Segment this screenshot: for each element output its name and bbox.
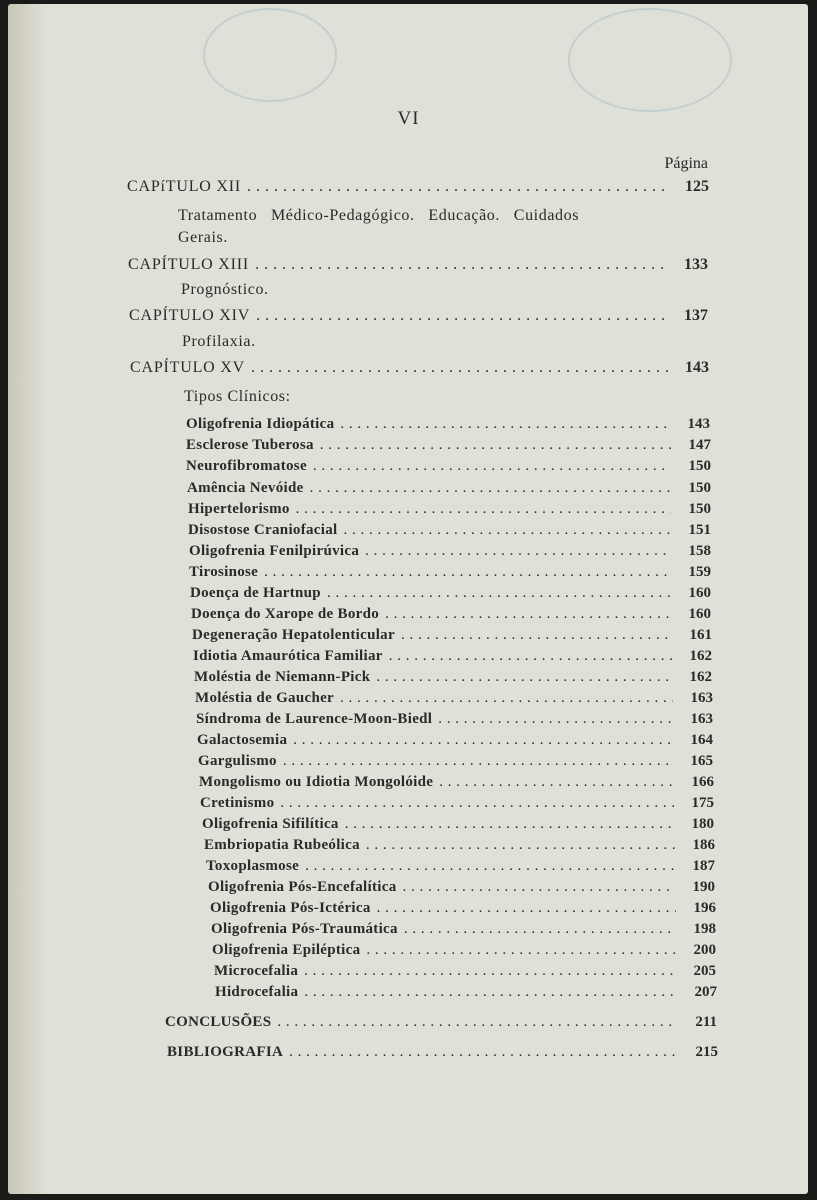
entry-title: Cretinismo	[200, 795, 275, 811]
leader-dots	[283, 753, 673, 770]
toc-entry	[186, 458, 711, 478]
chapter-page: 125	[685, 178, 709, 195]
chapter-page: 137	[684, 307, 708, 324]
description-line: Prognóstico.	[181, 281, 269, 298]
leader-dots	[293, 732, 673, 749]
chapter-page: 133	[684, 256, 708, 273]
entry-title: Oligofrenia Idiopática	[186, 416, 335, 432]
leader-dots	[296, 501, 671, 518]
leader-dots	[438, 711, 673, 728]
toc-entry	[191, 606, 711, 626]
entry-title: Oligofrenia Epiléptica	[212, 942, 361, 958]
entry-page: 162	[689, 669, 712, 685]
leader-dots	[389, 648, 672, 665]
chapter-description	[178, 205, 658, 249]
leader-dots	[439, 774, 674, 791]
toc-chapter-xiv	[129, 307, 708, 327]
chapter-title: CAPÍTULO XIII	[128, 256, 250, 273]
toc-bibliography	[167, 1044, 718, 1064]
entry-page: 175	[691, 795, 714, 811]
leader-dots	[365, 543, 671, 560]
toc-entry	[197, 732, 713, 752]
entry-page: 196	[693, 900, 716, 916]
entry-page: 151	[688, 522, 711, 538]
entry-page: 165	[690, 753, 713, 769]
leader-dots	[366, 837, 675, 854]
chapter-title: CAPíTULO XII	[127, 178, 242, 195]
toc-entry	[192, 627, 712, 647]
entry-title: Doença de Hartnup	[190, 585, 321, 601]
toc-entry	[187, 480, 711, 500]
entry-page: 161	[689, 627, 712, 643]
toc-entry	[214, 963, 716, 983]
toc-entry	[211, 921, 716, 941]
toc-entry	[210, 900, 716, 920]
toc-entry	[200, 795, 714, 815]
toc-entry	[198, 753, 713, 773]
toc-conclusions	[165, 1014, 717, 1034]
leader-dots	[251, 359, 669, 377]
entry-title: Galactosemia	[197, 732, 288, 748]
chapter-description	[182, 331, 256, 353]
entry-title: Oligofrenia Fenilpirúvica	[189, 543, 360, 559]
toc-entry	[206, 858, 715, 878]
toc-chapter-xii	[127, 178, 709, 198]
entry-title: Oligofrenia Sifilítica	[202, 816, 339, 832]
entry-title: Degeneração Hepatolenticular	[192, 627, 395, 643]
entry-title: Oligofrenia Pós-Ictérica	[210, 900, 371, 916]
leader-dots	[289, 1044, 678, 1061]
entry-title: Tirosinose	[189, 564, 259, 580]
leader-dots	[280, 795, 674, 812]
description-line: Tipos Clínicos:	[184, 388, 291, 405]
toc-entry	[189, 543, 711, 563]
leader-dots	[304, 963, 676, 980]
toc-entry	[193, 648, 712, 668]
leader-dots	[366, 942, 676, 959]
entry-title: Neurofibromatose	[186, 458, 307, 474]
leader-dots	[385, 606, 671, 623]
entry-page: 158	[688, 543, 711, 559]
entry-page: 198	[693, 921, 716, 937]
chapter-description	[181, 279, 269, 301]
leader-dots	[305, 858, 675, 875]
entry-title: Disostose Craniofacial	[188, 522, 338, 538]
entry-title: Moléstia de Gaucher	[195, 690, 335, 706]
entry-title: Mongolismo ou Idiotia Mongolóide	[199, 774, 434, 790]
entry-page: 150	[688, 458, 711, 474]
entry-title: Amência Nevóide	[187, 480, 304, 496]
toc-entry	[212, 942, 716, 962]
leader-dots	[247, 178, 669, 196]
entry-title: CONCLUSÕES	[165, 1014, 272, 1030]
entry-page: 160	[688, 585, 711, 601]
leader-dots	[310, 480, 671, 497]
leader-dots	[255, 256, 668, 274]
toc-entry	[208, 879, 715, 899]
entry-page: 150	[688, 480, 711, 496]
entry-title: Oligofrenia Pós-Encefalítica	[208, 879, 397, 895]
leader-dots	[340, 690, 673, 707]
toc-entry	[196, 711, 713, 731]
toc-chapter-xiii	[128, 256, 708, 276]
page-number: VI	[397, 108, 420, 129]
leader-dots	[340, 416, 670, 433]
entry-title: Microcefalia	[214, 963, 299, 979]
leader-dots	[376, 669, 672, 686]
entry-title: Síndroma de Laurence-Moon-Biedl	[196, 711, 433, 727]
entry-page: 163	[690, 690, 713, 706]
leader-dots	[403, 879, 675, 896]
leader-dots	[313, 458, 671, 475]
leader-dots	[327, 585, 671, 602]
entry-title: Moléstia de Niemann-Pick	[194, 669, 371, 685]
entry-page: 162	[689, 648, 712, 664]
entry-page: 147	[688, 437, 711, 453]
entry-title: Oligofrenia Pós-Traumática	[211, 921, 398, 937]
entry-page: 186	[692, 837, 715, 853]
chapter-title: CAPÍTULO XIV	[129, 307, 251, 324]
leader-dots	[377, 900, 676, 917]
toc-entry	[190, 585, 711, 605]
toc-entry	[199, 774, 714, 794]
description-line: Gerais.	[178, 229, 228, 246]
entry-page: 211	[695, 1014, 717, 1030]
toc-entry	[195, 690, 713, 710]
leader-dots	[264, 564, 671, 581]
entry-title: Esclerose Tuberosa	[186, 437, 314, 453]
entry-title: Gargulismo	[198, 753, 277, 769]
toc-entry	[204, 837, 715, 857]
entry-title: Doença do Xarope de Bordo	[191, 606, 380, 622]
toc-entry	[186, 437, 711, 457]
entry-title: Toxoplasmose	[206, 858, 300, 874]
entry-title: Idiotia Amaurótica Familiar	[193, 648, 383, 664]
toc-chapter-xv	[130, 359, 709, 379]
description-line: Tratamento Médico-Pedagógico. Educação. Cuidados	[178, 207, 580, 224]
entry-page: 163	[690, 711, 713, 727]
entry-page: 180	[691, 816, 714, 832]
entry-title: BIBLIOGRAFIA	[167, 1044, 284, 1060]
leader-dots	[344, 522, 671, 539]
faded-stamp-right	[568, 8, 732, 112]
entry-page: 200	[693, 942, 716, 958]
entry-page: 205	[693, 963, 716, 979]
leader-dots	[404, 921, 676, 938]
entry-page: 166	[691, 774, 714, 790]
chapter-page: 143	[685, 359, 709, 376]
entry-title: Hidrocefalia	[215, 984, 299, 1000]
entry-page: 215	[695, 1044, 718, 1060]
entry-page: 150	[688, 501, 711, 517]
toc-entry	[189, 564, 711, 584]
entry-page: 159	[688, 564, 711, 580]
entry-page: 187	[692, 858, 715, 874]
faded-stamp-left	[203, 8, 337, 102]
entry-title: Hipertelorismo	[188, 501, 290, 517]
entry-title: Embriopatia Rubeólica	[204, 837, 360, 853]
toc-entry	[194, 669, 712, 689]
entry-page: 207	[694, 984, 717, 1000]
entry-page: 190	[692, 879, 715, 895]
entry-page: 160	[688, 606, 711, 622]
description-line: Profilaxia.	[182, 333, 256, 350]
entry-page: 164	[690, 732, 713, 748]
entry-page: 143	[687, 416, 710, 432]
toc-entry	[188, 522, 711, 542]
page-column-header: Página	[664, 155, 708, 172]
chapter-title: CAPÍTULO XV	[130, 359, 246, 376]
leader-dots	[345, 816, 674, 833]
toc-entry	[186, 416, 710, 436]
chapter-description	[184, 386, 291, 408]
leader-dots	[401, 627, 672, 644]
toc-entry	[215, 984, 717, 1004]
leader-dots	[304, 984, 677, 1001]
leader-dots	[320, 437, 671, 454]
leader-dots	[256, 307, 668, 325]
toc-entry	[202, 816, 714, 836]
leader-dots	[277, 1014, 677, 1031]
toc-entry	[188, 501, 711, 521]
